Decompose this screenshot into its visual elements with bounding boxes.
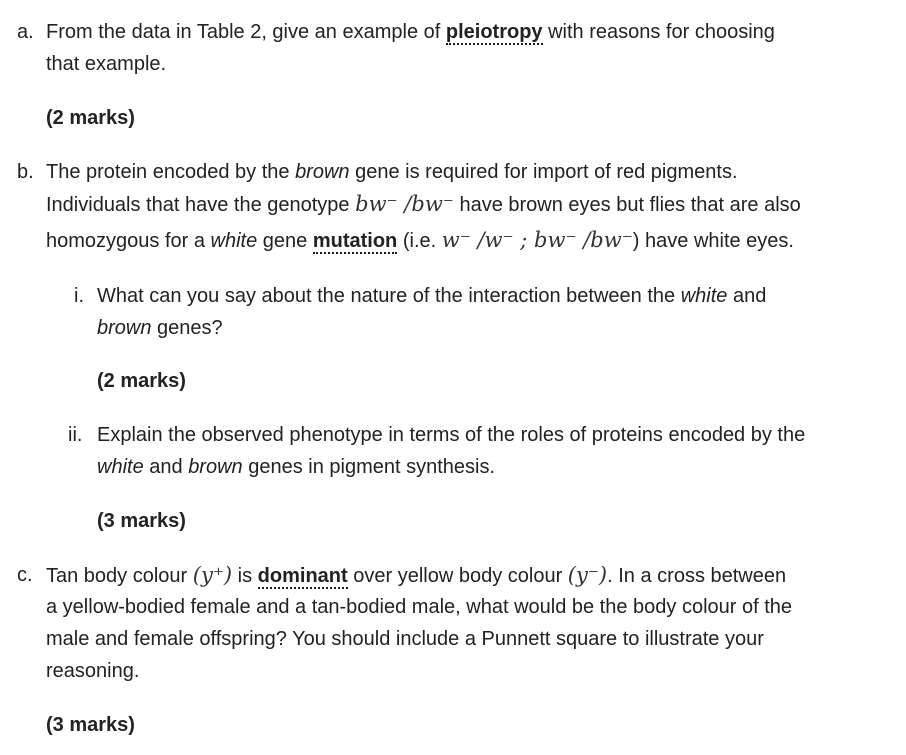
question-b-text: gene is required for import of red pigments. bbox=[349, 161, 738, 183]
question-b-text: gene bbox=[257, 230, 313, 252]
question-c-text: is bbox=[232, 565, 258, 587]
genotype-bw-bw-formula: bw⁻ /bw⁻ bbox=[355, 192, 454, 216]
dominant-glossary-term[interactable]: dominant bbox=[257, 565, 348, 587]
question-a-line-1 bbox=[46, 20, 775, 44]
question-b-i-line-2 bbox=[97, 316, 223, 340]
question-c-line-3: male and female offspring? You should include a Punnett square to illustrate your bbox=[46, 628, 764, 650]
brown-gene-name: brown bbox=[295, 161, 350, 183]
question-c-line-2: a yellow-bodied female and a tan-bodied male, what would be the body colour of the bbox=[46, 596, 793, 618]
question-c-text: . In a cross between bbox=[607, 565, 787, 587]
brown-gene-name: brown bbox=[97, 317, 152, 339]
question-b-ii-text: genes in pigment synthesis. bbox=[242, 456, 496, 478]
question-b-ii-marker: ii. bbox=[68, 424, 83, 446]
brown-gene-name: brown bbox=[188, 456, 243, 478]
question-b-line-2 bbox=[46, 192, 801, 217]
question-b-marker: b. bbox=[17, 161, 34, 183]
question-b-text: (i.e. bbox=[397, 230, 442, 252]
question-a-text: with reasons for choosing bbox=[542, 21, 775, 43]
question-b-i-line-1 bbox=[97, 284, 766, 308]
question-b-i-text: genes? bbox=[151, 317, 223, 339]
question-c-line-4: reasoning. bbox=[46, 660, 140, 682]
white-gene-name: white bbox=[210, 230, 258, 252]
question-b-ii-text: and bbox=[143, 456, 189, 478]
question-b-text: The protein encoded by the bbox=[46, 161, 296, 183]
question-a-text: From the data in Table 2, give an example of bbox=[46, 21, 446, 43]
question-b-line-3 bbox=[46, 228, 794, 253]
white-gene-name: white bbox=[97, 456, 144, 478]
question-a-line-2: that example. bbox=[46, 53, 167, 75]
genotype-w-w-bw-bw-formula: w⁻ /w⁻ ; bw⁻ /bw⁻ bbox=[441, 228, 633, 252]
yellow-allele-formula: (y⁻) bbox=[567, 563, 608, 587]
question-b-i-marks: (2 marks) bbox=[97, 370, 186, 392]
question-b-ii-marks: (3 marks) bbox=[97, 510, 186, 532]
question-b-text: homozygous for a bbox=[46, 230, 211, 252]
question-b-line-1 bbox=[46, 160, 738, 184]
question-c-line-1 bbox=[46, 563, 786, 588]
question-c-marker: c. bbox=[17, 564, 33, 586]
question-b-text: ) have white eyes. bbox=[632, 230, 794, 252]
question-b-ii-line-1: Explain the observed phenotype in terms of the roles of proteins encoded by the bbox=[97, 424, 806, 446]
question-b-ii-line-2 bbox=[97, 455, 495, 479]
question-c-marks: (3 marks) bbox=[46, 714, 135, 736]
mutation-glossary-term[interactable]: mutation bbox=[312, 230, 398, 252]
question-c-text: Tan body colour bbox=[46, 565, 193, 587]
question-b-text: have brown eyes but flies that are also bbox=[453, 194, 801, 216]
question-b-i-text: What can you say about the nature of the interaction between the bbox=[97, 285, 681, 307]
question-b-i-text: and bbox=[727, 285, 767, 307]
pleiotropy-glossary-term[interactable]: pleiotropy bbox=[445, 21, 543, 43]
white-gene-name: white bbox=[680, 285, 728, 307]
question-b-i-marker: i. bbox=[74, 285, 84, 307]
question-a-marks: (2 marks) bbox=[46, 107, 135, 129]
tan-allele-formula: (y⁺) bbox=[192, 563, 233, 587]
question-b-text: Individuals that have the genotype bbox=[46, 194, 356, 216]
question-a-marker: a. bbox=[17, 21, 34, 43]
question-c-text: over yellow body colour bbox=[347, 565, 568, 587]
